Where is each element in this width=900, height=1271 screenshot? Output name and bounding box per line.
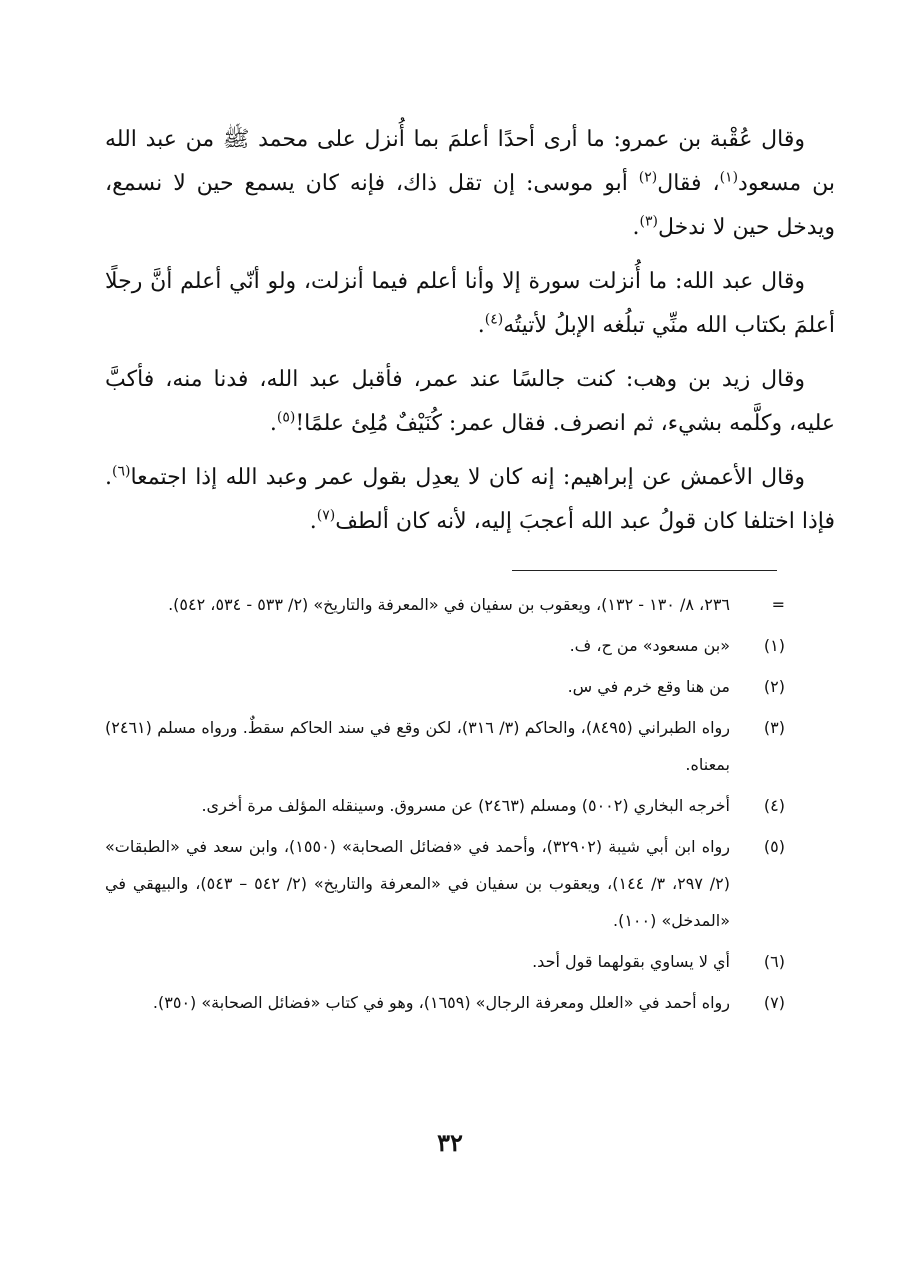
- paragraph-text: وقال عُقْبة بن عمرو: ما أرى أحدًا أعلمَ بما أُنزل على محمد ﷺ من عبد الله بن مسعود: [105, 127, 835, 196]
- footnote-ref[interactable]: (٢): [638, 169, 658, 186]
- footnote-text: رواه أحمد في «العلل ومعرفة الرجال» (١٦٥٩)، وهو في كتاب «فضائل الصحابة» (٣٥٠).: [152, 993, 730, 1012]
- footnote-text: أي لا يساوي بقولهما قول أحد.: [532, 952, 730, 971]
- footnote-continued: [105, 586, 785, 623]
- footnote-ref[interactable]: (٥): [276, 409, 296, 426]
- paragraph-4: [105, 456, 835, 544]
- footnote-ref[interactable]: (٤): [484, 311, 504, 328]
- footnotes: [105, 586, 785, 1025]
- footnote-number: (٤): [763, 796, 785, 815]
- footnote-7: [105, 984, 785, 1021]
- paragraph-text: وقال عبد الله: ما أُنزلت سورة إلا وأنا أعلم فيما أنزلت، ولو أنّي أعلم أنَّ رجلًا أعلمَ بكتاب الله منِّي تبلُغه الإبلُ لأتيتُه: [105, 269, 835, 338]
- paragraph-text: .: [477, 313, 485, 338]
- footnote-number: (١): [763, 636, 785, 655]
- paragraph-text: أبو موسى: إن تقل ذاك، فإنه كان يسمع حين لا نسمع، ويدخل حين لا ندخل: [105, 171, 835, 240]
- footnote-text: «بن مسعود» من ح، ف.: [569, 636, 730, 655]
- footnote-4: [105, 787, 785, 824]
- footnote-number: (٥): [763, 837, 785, 856]
- footnote-ref[interactable]: (٧): [316, 507, 336, 524]
- paragraph-1: [105, 118, 835, 250]
- footnote-ref[interactable]: (٦): [112, 463, 131, 480]
- paragraph-text: .: [632, 215, 640, 240]
- main-text: [105, 118, 835, 554]
- page-number: ٣٢: [437, 1128, 463, 1157]
- footnote-text: أخرجه البخاري (٥٠٠٢) ومسلم (٢٤٦٣) عن مسروق. وسينقله المؤلف مرة أخرى.: [201, 796, 730, 815]
- paragraph-text: ، فقال: [657, 171, 720, 196]
- footnote-3: [105, 709, 785, 783]
- paragraph-text: .: [269, 411, 277, 436]
- footnote-ref[interactable]: (٣): [639, 213, 658, 230]
- footnote-number: =: [771, 595, 785, 614]
- footnote-number: (٣): [763, 718, 785, 737]
- paragraph-text: .: [309, 509, 317, 534]
- paragraph-text: . فإذا اختلفا كان قولُ عبد الله أعجبَ إليه، لأنه كان ألطف: [105, 465, 835, 534]
- footnote-number: (٢): [763, 677, 785, 696]
- footnote-text: رواه الطبراني (٨٤٩٥)، والحاكم (٣/ ٣١٦)، لكن وقع في سند الحاكم سقطٌ. ورواه مسلم (٢٤٦١) بمعناه.: [105, 718, 730, 774]
- footnote-5: [105, 828, 785, 939]
- footnote-ref[interactable]: (١): [719, 169, 739, 186]
- footnote-2: [105, 668, 785, 705]
- footnote-text: رواه ابن أبي شيبة (٣٢٩٠٢)، وأحمد في «فضائل الصحابة» (١٥٥٠)، وابن سعد في «الطبقات» (٢/ ٢٩٧، ٣/ ١٤٤)، ويعقوب بن سفيان في «المعرفة والتاريخ» (٢/ ٥٤٢ – ٥٤٣)، والبيهقي في «المدخل» (١٠٠).: [105, 837, 730, 930]
- footnote-1: [105, 627, 785, 664]
- footnote-separator: [512, 570, 777, 571]
- footnote-text: ٢٣٦، ٨/ ١٣٠ - ١٣٢)، ويعقوب بن سفيان في «المعرفة والتاريخ» (٢/ ٥٣٣ - ٥٣٤، ٥٤٢).: [168, 595, 730, 614]
- footnote-text: من هنا وقع خرم في س.: [567, 677, 730, 696]
- paragraph-3: [105, 358, 835, 446]
- footnote-number: (٦): [763, 952, 785, 971]
- footnote-number: (٧): [763, 993, 785, 1012]
- footnote-6: [105, 943, 785, 980]
- paragraph-text: وقال زيد بن وهب: كنت جالسًا عند عمر، فأقبل عبد الله، فدنا منه، فأكبَّ عليه، وكلَّمه بشيء، ثم انصرف. فقال عمر: كُنَيْفٌ مُلِئ علمًا!: [105, 367, 835, 436]
- paragraph-2: [105, 260, 835, 348]
- paragraph-text: وقال الأعمش عن إبراهيم: إنه كان لا يعدِل بقول عمر وعبد الله إذا اجتمعا: [130, 465, 805, 490]
